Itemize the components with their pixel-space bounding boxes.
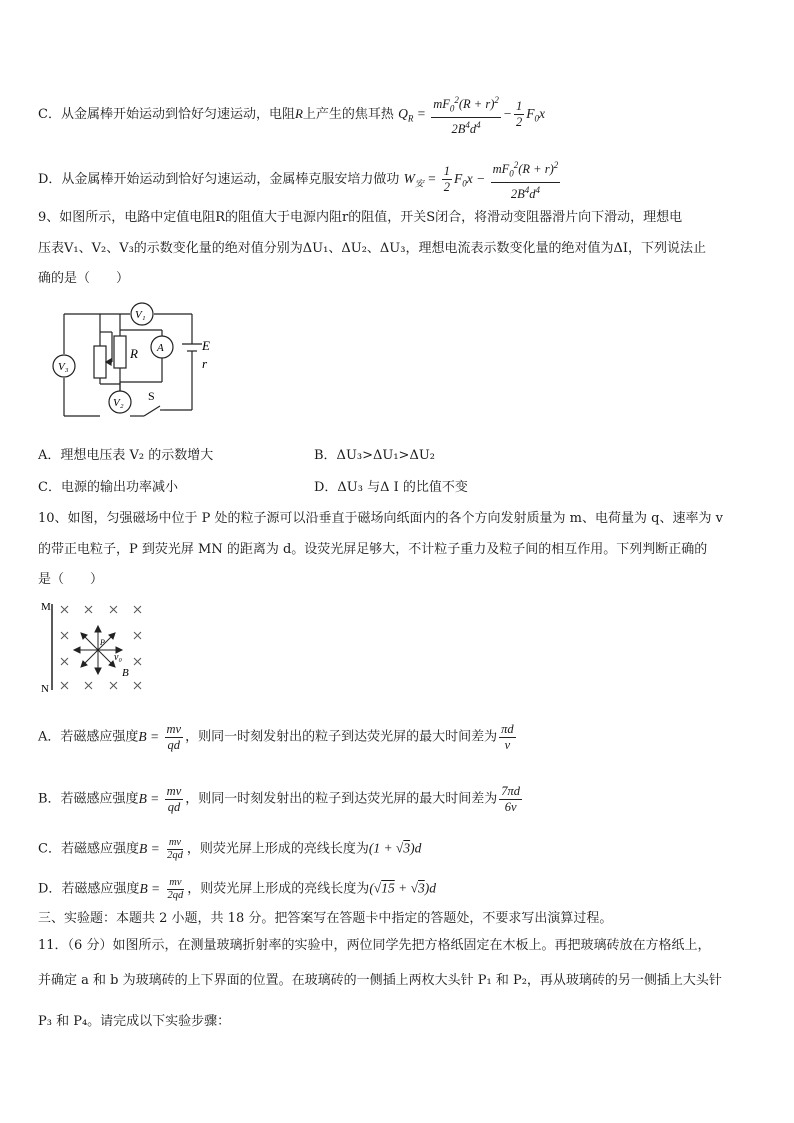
q10-option-d	[38, 877, 436, 902]
q9-option-d: D．ΔU₃ 与Δ I 的比值不变	[314, 480, 468, 495]
q10-optc-b-formula: B = $\frac{mv}{2qd}$	[138, 837, 183, 861]
q9-stem-line3: 确的是（ ）	[38, 271, 130, 286]
q9-circuit-diagram	[44, 302, 224, 424]
svg-text:V₁: V₁	[135, 309, 146, 321]
q8-optc-suffix: 上产生的焦耳热	[302, 107, 394, 122]
q11-line3: P₃ 和 P₄。请完成以下实验步骤：	[38, 1014, 231, 1029]
q10-magnetic-field-figure	[40, 598, 160, 698]
q10-optb-prefix: B．若磁感应强度	[38, 791, 139, 807]
q9-option-b: B．ΔU₃>ΔU₁>ΔU₂	[314, 448, 436, 463]
svg-text:V₃: V₃	[58, 361, 69, 373]
q10-optd-b-formula: B = $\frac{mv}{2qd}$	[139, 877, 184, 901]
q10-option-a	[38, 722, 518, 753]
q9-label-switch: S	[148, 389, 155, 403]
q10-label-n: N	[41, 683, 49, 695]
q10-opta-b-formula: B = $\frac{mv}{qd}$	[138, 722, 182, 752]
q10-stem-line2: 的带正电粒子，P 到荧光屏 MN 的距离为 d。设荧光屏足够大，不计粒子重力及粒子间的相互作用。下列判断正确的	[38, 542, 708, 557]
q10-opta-mid: ，则同一时刻发射出的粒子到达荧光屏的最大时间差为	[185, 729, 498, 745]
svg-text:V₂: V₂	[113, 397, 124, 409]
q10-opta-prefix: A．若磁感应强度	[38, 729, 139, 745]
q9-label-internal-r: r	[202, 356, 208, 371]
q10-optb-mid: ，则同一时刻发射出的粒子到达荧光屏的最大时间差为	[185, 791, 498, 807]
q10-option-c	[38, 837, 421, 862]
q9-stem-line1: 9、如图所示，电路中定值电阻R的阻值大于电源内阻r的阻值，开关S闭合，将滑动变阻器滑片向下滑动，理想电	[38, 210, 683, 225]
q9-voltmeter-v2	[109, 391, 131, 413]
svg-text:A: A	[157, 342, 164, 354]
q8-optc-var: R	[294, 106, 303, 121]
q11-line2: 并确定 a 和 b 为玻璃砖的上下界面的位置。在玻璃砖的一侧插上两枚大头针 P₁ 和 P₂，再从玻璃砖的另一侧插上大头针	[38, 973, 722, 988]
q9-option-a: A．理想电压表 V₂ 的示数增大	[38, 448, 214, 463]
q10-optc-answer: (1 + √3)d	[368, 840, 422, 856]
q9-label-r: R	[130, 346, 138, 361]
q9-voltmeter-v1	[131, 303, 153, 325]
q9-option-c: C．电源的输出功率减小	[38, 480, 178, 495]
q8-optc-prefix: C．从金属棒开始运动到恰好匀速运动，电阻	[38, 107, 295, 122]
q10-optd-prefix: D．若磁感应强度	[38, 881, 140, 897]
q10-opta-answer: $\frac{\pi d}{v}$	[501, 722, 514, 752]
q9-label-e: E	[202, 338, 210, 353]
q8-optd-formula: $W_安$ = $\frac{1}{2}$ $F_0x$ − $\frac{mF_0^2(R + r)^2}{2B^4d^4}$	[403, 160, 559, 201]
q9-voltmeter-v3	[53, 355, 75, 377]
q8-optc-formula: $Q_R$ = $\frac{mF_0^2(R + r)^2}{2B^4d^4}$ − $\frac{1}{2}$ $F_0x$	[398, 95, 545, 136]
q8-option-d	[38, 158, 562, 202]
q10-optb-b-formula: B = $\frac{mv}{qd}$	[138, 784, 182, 814]
q10-label-b: B	[122, 667, 129, 679]
section-3-heading: 三、实验题：本题共 2 小题，共 18 分。把答案写在答题卡中指定的答题处，不要求写出演算过程。	[38, 911, 613, 926]
q10-stem-line3: 是（ ）	[38, 572, 104, 587]
q10-optc-mid: ，则荧光屏上形成的亮线长度为	[186, 841, 369, 857]
q8-option-c	[38, 93, 545, 137]
q8-optd-text: D．从金属棒开始运动到恰好匀速运动，金属棒克服安培力做功	[38, 172, 400, 187]
q10-label-v0: v₀	[114, 652, 122, 663]
q10-label-p: P	[100, 638, 105, 647]
q11-line1: 11．（6 分）如图所示，在测量玻璃折射率的实验中，两位同学先把方格纸固定在木板上。再把玻璃砖放在方格纸上，	[38, 938, 711, 953]
q9-stem-line2: 压表V₁、V₂、V₃的示数变化量的绝对值分别为ΔU₁、ΔU₂、ΔU₃，理想电流表示数变化量的绝对值为ΔI，下列说法止	[38, 241, 706, 256]
q10-stem-line1: 10、如图，匀强磁场中位于 P 处的粒子源可以沿垂直于磁场向纸面内的各个方向发射质量为 m、电荷量为 q、速率为 v	[38, 511, 723, 526]
q10-option-b	[38, 784, 524, 815]
q10-optb-answer: $\frac{7\pi d}{6v}$	[501, 784, 521, 814]
q10-optd-answer: (√15 + √3)d	[369, 880, 436, 896]
q9-ammeter	[151, 336, 173, 358]
q10-label-m: M	[41, 601, 51, 613]
q10-optc-prefix: C．若磁感应强度	[38, 841, 139, 857]
q10-optd-mid: ，则荧光屏上形成的亮线长度为	[187, 881, 370, 897]
